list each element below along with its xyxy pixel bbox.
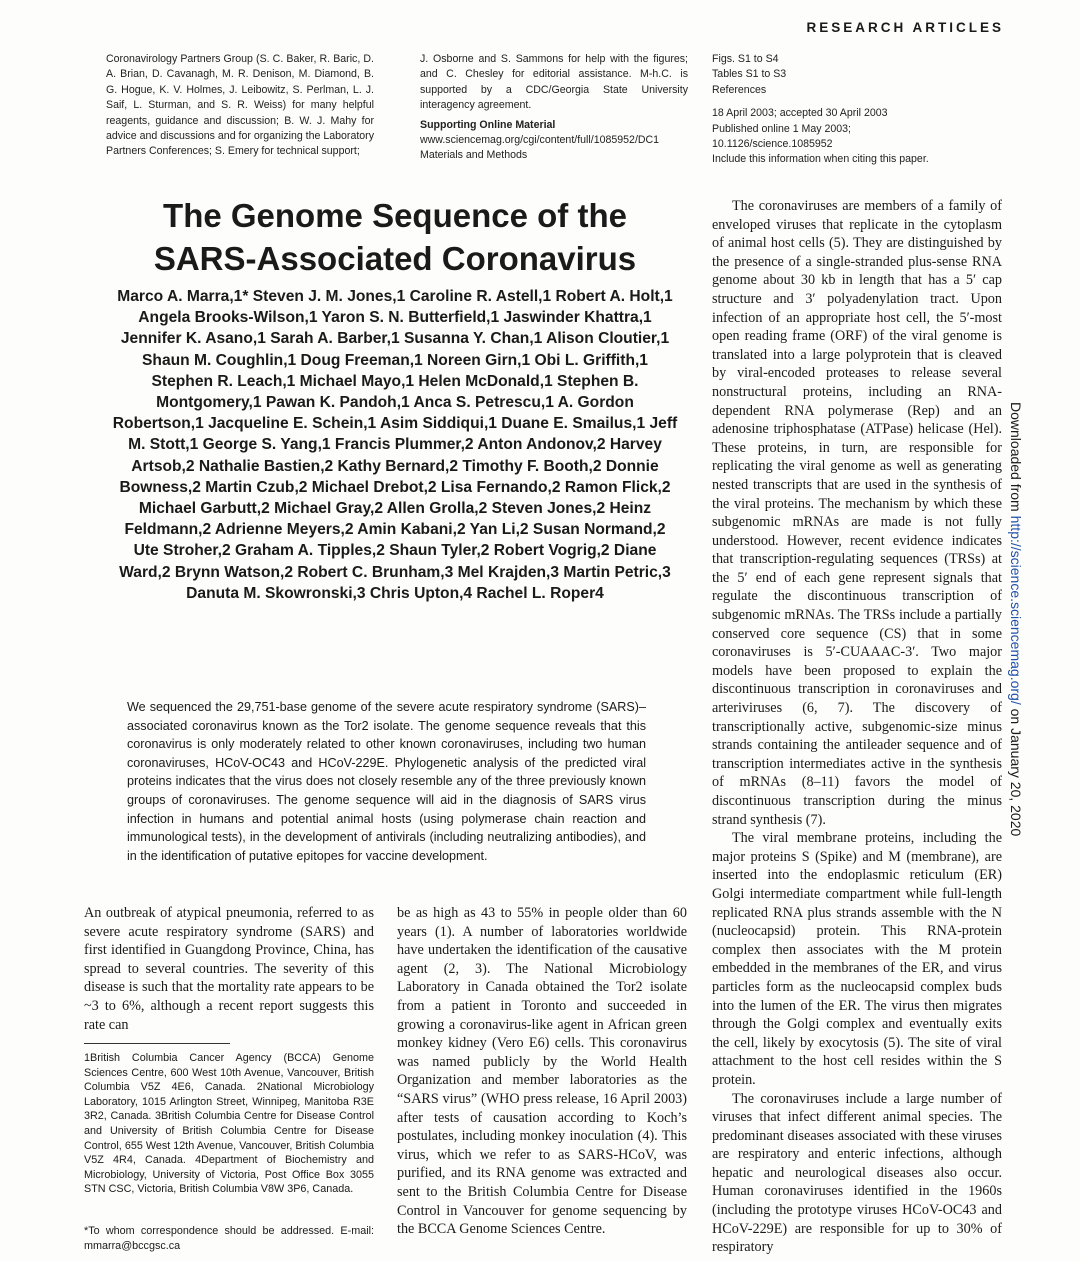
paragraph: The coronaviruses include a large number of viruses that infect different animal species. The predominant diseases associated with these viruses are respiratory and enteric infections, although hepatic and neurological diseases also occur. Human coronaviruses identified in the 1960s (including the prototype viruses HCoV-OC43 and HCoV-229E) are responsible for up to 30% of respiratory (712, 1090, 1002, 1256)
footnote-divider (84, 1043, 230, 1044)
body-column-2: be as high as 43 to 55% in people older than 60 years (1). A number of laboratories worldwide have undertaken the identification of the causative agent (2, 3). The National Microbiology Laboratory in Canada obtained the Tor2 isolate from a patient in Toronto and succeeded in growing a coronavirus-like agent in African green monkey kidney (Vero E6) cells. This coronavirus was named publicly by the World Health Organization and member laboratories as the “SARS virus” (WHO press release, 16 April 2003) after tests of causation according to Koch’s postulates, including monkey inoculation (4). This virus, which we refer to as SARS-HCoV, was purified, and its RNA genome was extracted and sent to the British Columbia Centre for Disease Control in Vancouver for genome sequencing by the BCCA Genome Sciences Centre. (397, 905, 687, 1238)
acknowledgements-col2 (420, 52, 688, 164)
download-prefix: Downloaded from (1008, 402, 1024, 516)
acknowledgements-col1: Coronavirology Partners Group (S. C. Baker, R. Baric, D. A. Brian, D. Cavanagh, M. R. Denison, M. Diamond, B. G. Hogue, K. V. Holmes, J. Leibowitz, S. Perlman, L. J. Saif, L. Sturman, and S. R. Weiss) for many helpful reagents, guidance and discussion; B. W. J. Mahy for advice and discussions and for organizing the Laboratory Partners Conferences; S. Emery for technical support; (106, 53, 374, 158)
supplement-item: Figs. S1 to S4 (712, 53, 779, 65)
paragraph: The viral membrane proteins, including the major proteins S (Spike) and M (membrane), are inserted into the endoplasmic reticulum (ER) Golgi intermediate compartment while full-length replicated RNA plus strands assemble with the N (nucleocapsid) protein. This RNA-protein complex then associates with the M protein embedded in the membranes of the ER, and virus particles form as the nucleocapsid complex buds into the lumen of the ER. The virus then migrates through the Golgi complex and eventually exits the cell, likely by exocytosis (5). The site of viral attachment to the host cell resides within the S protein. (712, 830, 1002, 1088)
acknowledgements-text: J. Osborne and S. Sammons for help with the figures; and C. Chesley for editorial assistance. M-h.C. is supported by a CDC/Georgia State University interagency agreement. (420, 53, 688, 112)
download-suffix: on January 20, 2020 (1008, 704, 1024, 837)
section-header: RESEARCH ARTICLES (806, 20, 1004, 35)
affiliations: 1British Columbia Cancer Agency (BCCA) Genome Sciences Centre, 600 West 10th Avenue, Vancouver, British Columbia V5Z 4E6, Canada. 2National Microbiology Laboratory, 1015 Arlington Street, Winnipeg, Manitoba R3E 3R2, Canada. 3British Columbia Centre for Disease Control and University of British Columbia Centre for Disease Control, 655 West 12th Avenue, Vancouver, British Columbia V5Z 4R4, Canada. 4Department of Biochemistry and Microbiology, University of Victoria, Post Office Box 3055 STN CSC, Victoria, British Columbia V8W 3P6, Canada. (84, 1052, 374, 1196)
citation-note: Include this information when citing this paper. (712, 153, 929, 166)
received-date: 18 April 2003; accepted 30 April 2003 (712, 107, 888, 120)
abstract: We sequenced the 29,751-base genome of the severe acute respiratory syndrome (SARS)–associated coronavirus known as the Tor2 isolate. The genome sequence reveals that this coronavirus is only moderately related to other known coronaviruses, including two human coronaviruses, HCoV-OC43 and HCoV-229E. Phylogenetic analysis of the predicted viral proteins indicates that the virus does not closely resemble any of the three previously known groups of coronaviruses. The genome sequence will aid in the diagnosis of SARS virus infection in humans and potential animal hosts (using polymerase chain reaction and immunological tests), in the development of antivirals (including neutralizing antibodies), and in the identification of putative epitopes for vaccine development. (127, 700, 646, 863)
article-title: The Genome Sequence of the SARS-Associated Coronavirus (153, 197, 637, 277)
paragraph: The coronaviruses are members of a family of enveloped viruses that replicate in the cytoplasm of animal host cells (5). They are distinguished by the presence of a single-stranded plus-sense RNA genome about 30 kb in length that has a 5′ cap structure and 3′ polyadenylation tract. Upon infection of an appropriate host cell, the 5′-most open reading frame (ORF) of the viral genome is translated into a large polyprotein that is cleaved by viral-encoded proteases to release several nonstructural proteins, including an RNA-dependent RNA polymerase (Rep) and an adenosine triphosphatase (ATPase) helicase (Hel). These proteins, in turn, are responsible for replicating the viral genome as well as generating nested transcripts that are used in the synthesis of the viral proteins. The mechanism by which these subgenomic mRNAs are made is not fully understood. However, recent evidence indicates that transcription-regulating sequences (TRSs) at the 5′ end of each gene represent signals that regulate the discontinuous transcription of subgenomic mRNAs. The TRSs include a partially conserved core sequence (CS) that in some coronaviruses is 5′-CUAAAC-3′. Two major models have been proposed to explain the discontinuous transcription in coronaviruses and arteriviruses (6, 7). The discovery of transcriptionally active, subgenomic-size minus strands containing the antileader sequence and of transcription intermediates active in the synthesis of mRNAs (8–11) favors the model of discontinuous transcription during the minus strand synthesis (7). (712, 198, 1002, 828)
supplement-item: Tables S1 to S3 (712, 68, 787, 81)
supplement-list (712, 52, 982, 168)
som-title: Supporting Online Material (420, 118, 556, 131)
doi: 10.1126/science.1085952 (712, 138, 833, 151)
download-note (1008, 402, 1024, 842)
download-link[interactable]: http://science.sciencemag.org/ (1008, 515, 1024, 705)
som-url[interactable]: www.sciencemag.org/cgi/content/full/1085952/DC1 (420, 134, 660, 147)
som-items: Materials and Methods (420, 149, 528, 162)
body-column-1: An outbreak of atypical pneumonia, referred to as severe acute respiratory syndrome (SARS) and first identified in Guangdong Province, China, has spread to several countries. The severity of this disease is such that the mortality rate appears to be ~3 to 6%, although a recent report suggests this rate can (84, 905, 374, 1033)
supplement-item: References (712, 83, 767, 96)
correspondence-note: *To whom correspondence should be addressed. E-mail: mmarra@bccgsc.ca (84, 1225, 374, 1252)
body-column-3 (712, 197, 1002, 1257)
published-date: Published online 1 May 2003; (712, 122, 851, 135)
author-list: Marco A. Marra,1* Steven J. M. Jones,1 Caroline R. Astell,1 Robert A. Holt,1 Angela Brooks-Wilson,1 Yaron S. N. Butterfield,1 Jaswinder Khattra,1 Jennifer K. Asano,1 Sarah A. Barber,1 Susanna Y. Chan,1 Alison Cloutier,1 Shaun M. Coughlin,1 Doug Freeman,1 Noreen Girn,1 Obi L. Griffith,1 Stephen R. Leach,1 Michael Mayo,1 Helen McDonald,1 Stephen B. Montgomery,1 Pawan K. Pandoh,1 Anca S. Petrescu,1 A. Gordon Robertson,1 Jacqueline E. Schein,1 Asim Siddiqui,1 Duane E. Smailus,1 Jeff M. Stott,1 George S. Yang,1 Francis Plummer,2 Anton Andonov,2 Harvey Artsob,2 Nathalie Bastien,2 Kathy Bernard,2 Timothy F. Booth,2 Donnie Bowness,2 Martin Czub,2 Michael Drebot,2 Lisa Fernando,2 Ramon Flick,2 Michael Garbutt,2 Michael Gray,2 Allen Grolla,2 Steven Jones,2 Heinz Feldmann,2 Adrienne Meyers,2 Amin Kabani,2 Yan Li,2 Susan Normand,2 Ute Stroher,2 Graham A. Tipples,2 Shaun Tyler,2 Robert Vogrig,2 Diane Ward,2 Brynn Watson,2 Robert C. Brunham,3 Mel Krajden,3 Martin Petric,3 Danuta M. Skowronski,3 Chris Upton,4 Rachel L. Roper4 (112, 288, 678, 602)
